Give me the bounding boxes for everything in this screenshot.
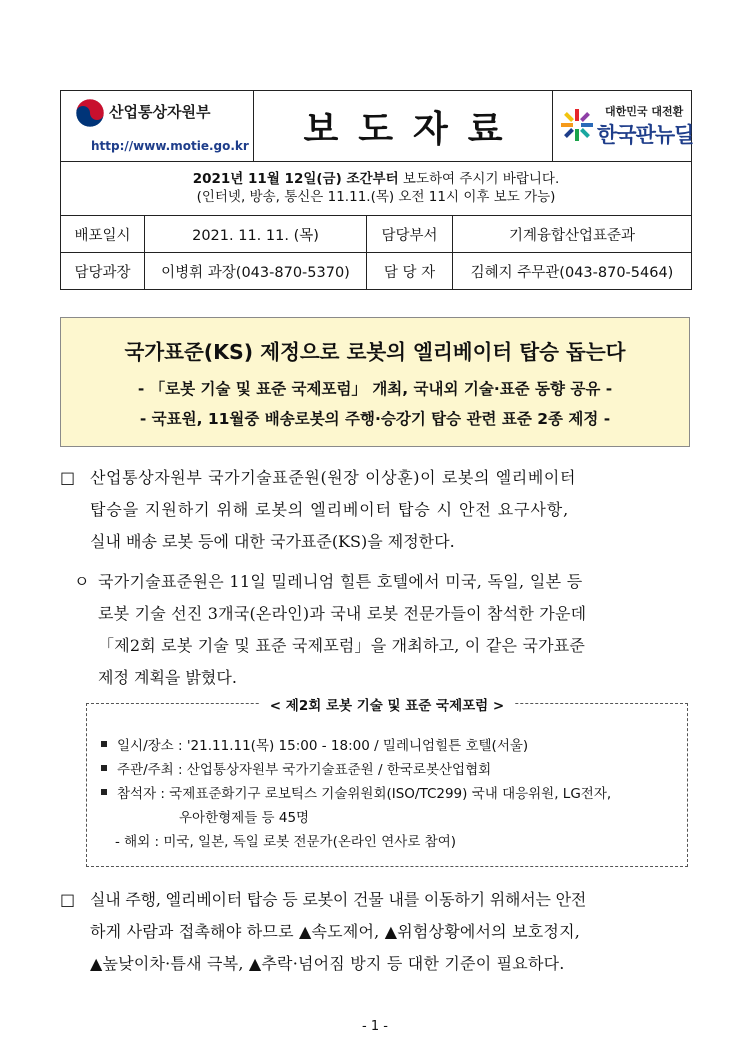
taegeuk-emblem-icon [75, 98, 105, 128]
p3-line-1: 실내 주행, 엘리베이터 탑승 등 로봇이 건물 내를 이동하기 위해서는 안전 [90, 890, 587, 909]
info-row-release [61, 216, 691, 252]
staff-label: 담 당 자 [367, 253, 453, 289]
info-row-contact [61, 252, 691, 289]
square-bullet-icon [101, 765, 107, 771]
forum-item-overseas: - 해외 : 미국, 일본, 독일 로봇 전문가(온라인 연사로 참여) [115, 834, 457, 850]
p2-line-2: 로봇 기술 선진 3개국(온라인)과 국내 로봇 전문가들이 참석한 가운데 [98, 604, 587, 623]
forum-info-box [86, 698, 688, 867]
release-date-value: 2021. 11. 11. (목) [145, 216, 367, 252]
circle-bullet: ㅇ [74, 572, 90, 591]
embargo-notice [61, 162, 691, 216]
ministry-logo-cell [61, 91, 254, 161]
release-date-label: 배포일시 [61, 216, 145, 252]
paragraph-2 [74, 566, 690, 694]
paragraph-1 [60, 462, 690, 558]
p3-line-3: ▲높낮이차·틈새 극복, ▲추락·넘어짐 방지 등 대한 기준이 필요하다. [90, 954, 565, 973]
doc-title-cell [254, 91, 553, 161]
p1-line-3: 실내 배송 로봇 등에 대한 국가표준(KS)을 제정한다. [90, 532, 455, 551]
headline-box [60, 317, 690, 447]
header-top-row [61, 91, 694, 162]
paragraph-3 [60, 884, 690, 980]
p1-line-1: 산업통상자원부 국가기술표준원(원장 이상훈)이 로봇의 엘리베이터 [90, 468, 576, 487]
press-header-table [60, 90, 692, 290]
dept-label: 담당부서 [367, 216, 453, 252]
embargo-date: 2021년 11월 12일(금) 조간부터 [192, 171, 399, 187]
forum-item-datetime: 일시/장소 : '21.11.11(목) 15:00 - 18:00 / 밀레니엄힐튼 호텔(서울) [117, 738, 529, 754]
ministry-url-link[interactable]: http://www.motie.go.kr [91, 139, 249, 153]
forum-item-host: 주관/주최 : 산업통상자원부 국가기술표준원 / 한국로봇산업협회 [117, 762, 492, 778]
newdeal-tagline: 대한민국 대전환 [605, 105, 684, 118]
square-bullet-icon [101, 741, 107, 747]
page-number: - 1 - [362, 1019, 388, 1034]
p2-line-1: 국가기술표준원은 11일 밀레니엄 힐튼 호텔에서 미국, 독일, 일본 등 [98, 572, 583, 591]
headline-sub-1: - 「로봇 기술 및 표준 국제포럼」 개최, 국내외 기술·표준 동향 공유 - [137, 380, 613, 398]
newdeal-starburst-icon [559, 107, 595, 143]
embargo-online-note: (인터넷, 방송, 통신은 11.11.(목) 오전 11시 이후 보도 가능) [196, 189, 556, 205]
doc-title: 보도자료 [303, 108, 523, 150]
dept-value: 기계융합산업표준과 [508, 227, 636, 244]
manager-value: 이병휘 과장(043-870-5370) [145, 253, 367, 289]
square-bullet-icon [101, 789, 107, 795]
embargo-rest: 보도하여 주시기 바랍니다. [398, 171, 560, 187]
staff-value: 김혜지 주무관(043-870-5464) [470, 264, 674, 281]
newdeal-name: 한국판뉴딜 [597, 123, 694, 147]
headline-main: 국가표준(KS) 제정으로 로봇의 엘리베이터 탑승 돕는다 [124, 340, 626, 364]
p3-line-2: 하게 사람과 접촉해야 하므로 ▲속도제어, ▲위험상황에서의 보호정지, [90, 922, 581, 941]
p1-line-2: 탑승을 지원하기 위해 로봇의 엘리베이터 탑승 시 안전 요구사항, [90, 500, 570, 519]
forum-box-title: < 제2회 로봇 기술 및 표준 국제포럼 > [260, 698, 514, 714]
p2-line-3: 「제2회 로봇 기술 및 표준 국제포럼」을 개최하고, 이 같은 국가표준 [98, 636, 586, 655]
box-bullet: □ [60, 890, 76, 909]
forum-item-attendees-cont: 우아한형제들 등 45명 [179, 810, 310, 826]
manager-label: 담당과장 [61, 253, 145, 289]
forum-item-attendees: 참석자 : 국제표준화기구 로보틱스 기술위원회(ISO/TC299) 국내 대응위원, LG전자, [117, 786, 612, 802]
newdeal-logo-cell [553, 91, 694, 161]
p2-line-4: 제정 계획을 밝혔다. [98, 668, 237, 687]
ministry-name: 산업통상자원부 [109, 103, 211, 121]
headline-sub-2: - 국표원, 11월중 배송로봇의 주행·승강기 탑승 관련 표준 2종 제정 - [139, 410, 611, 428]
box-bullet: □ [60, 468, 76, 487]
